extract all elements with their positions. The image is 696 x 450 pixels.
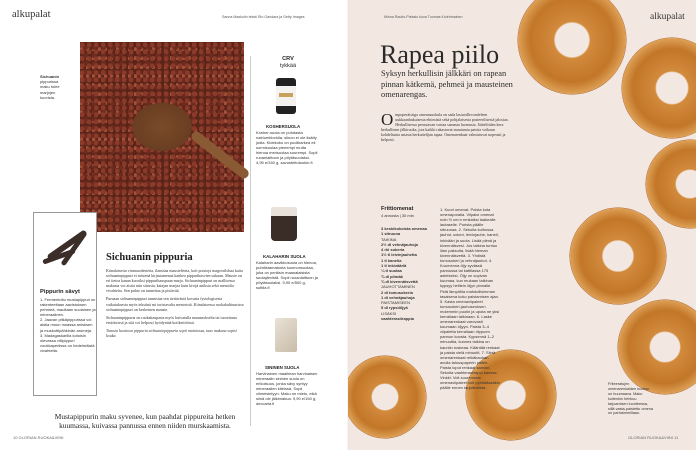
folio-right: GLORIAN RUOKA&VIINI 11 — [628, 435, 679, 440]
credit-left: Sanna Maskulin teksti Rio Gandara ja Getty Images — [222, 15, 305, 19]
apple-ring-image — [570, 208, 666, 304]
photo-caption-left — [40, 74, 70, 100]
ingredient-item: 2 dl tomusokeria — [381, 289, 413, 295]
photo-caption-line: kuorista. — [40, 94, 56, 100]
ingredient-item: LISÄKSI — [381, 310, 397, 316]
section-tag-right: alkupalat — [650, 12, 685, 22]
ingredient-item: ¾ dl piimää — [381, 273, 403, 279]
page-gutter — [347, 0, 349, 450]
ingredient-item: 1½ tl leivinjauhetta — [381, 252, 417, 258]
ingredient-item: ¾ dl kivennäisvettä — [381, 278, 418, 284]
long-pepper-image — [40, 220, 92, 272]
article-paragraph: Puruaan sichuaninpippuri tunnistaa sen tiettävästä kovasta fysiologisesta vaikutuksesta myös tekstinä mi toristavalta menoristä. Kiinalaisessa ruokakulttuurissa sichuaninpippuri on keskeinen mauste. — [106, 296, 244, 312]
blue-salt-name: SININEN SUOLA — [265, 365, 300, 370]
sichuan-pepper-photo — [80, 42, 244, 232]
blue-salt-block-image — [275, 318, 297, 352]
ingredient-item: 1 dl vehnäjauhoja — [381, 294, 415, 300]
recipe-servings: 4 annosta | 30 min — [381, 213, 414, 218]
folio-left: 10 GLORIAN RUOKA&VIINI — [13, 435, 64, 440]
ingredient-item: 1 tl kanelia — [381, 257, 402, 263]
ingredient-item: 3 keskikokoista omenaa — [381, 226, 427, 231]
ingredient-item: TAIKINA — [381, 236, 397, 242]
kosher-salt-text: Kosher-suola on puhdasta natriumkloridia, siinon ei ole lisätty jodia. Kidekoko on puolikarkea eli sormisuolaa pienempi mutta hienoa merisuolaa suurempi. Sopii ruoanlaittoon ja pöytäsuolaksi. 4,95 e/340 g, savustettutuokin.fi — [256, 130, 318, 165]
crv-heading — [270, 56, 306, 70]
photo-caption-line: Sichuanin — [40, 74, 60, 79]
ingredient-item: 4 rkl sokeria — [381, 247, 405, 253]
apple-ring-image — [518, 0, 626, 94]
article-body — [106, 268, 244, 338]
ingredient-item: 1 tl inkivääriä — [381, 263, 407, 269]
ingredient-item: vaahterasiirappia — [381, 316, 414, 322]
ingredient-item: 2½ dl vehnäjauhoja — [381, 241, 418, 247]
card-title: Pippurin sävyt — [40, 289, 80, 295]
ingredient-item: 5 dl rypsiöljyä — [381, 305, 408, 311]
recipe-steps: 1. Kuori omenat. Poista kota omenaporalla. Viipaloi omenat noin ½ cm:n renkaiksi laakealle lautaselle. Purista päälle sitruunaa. 2. Sekoita kulhossa jauhot, sokeri, leivinjauhe, kaneli, inkivääri ja suola. Lisää piimä ja kivennäisvesi. Jos taikina tuntuu liian paksulta, lisää hieman kivennäisvettä. 3. Yhdistä tomusokeri ja vehnäjauhot. 4. Kuumenna öljy syvässä pannussa tai kattilassa 175 asteiseksi. Öljy on sopivan kuumaa, kun mukaan taikinan kypsyy heiltein öljyn pinnalle. Pidä lämpötila mahdollisimman tasaisena koko paistamisen ajan. 5. Kasta omenaviipaleet tomusokeri-jauhoseoksen molemmin puolin ja upota ne yksi kerrallaan taikinaan. 6. Laske omenarenkaat varovasti kuumaan öljyyn. Paista 3–4 viipaletta kerrallaan riippuen pannun koosta. Kypsennä 1–2 minuuttia, kunnes taikina on kauniin ruskeaa. Kääntää renkaat ja paista vielä minuutti. 7. Siirrä omenarenkaat reikäkauhan avulla talouspaperin päälle. Paista loput renkaat samoin. Sekoita vaahterasiirappi kanssa. Vinkki: Voit suuremmat omenaviipaleet voit pyöriäässäkin päälle ennen tarjoilemista. — [440, 207, 500, 391]
crv-heading-line: CRV — [282, 56, 294, 62]
blue-salt-text: Harvinainen maailman harvinaisen mineraalin sininen suola on erikoisuus, jonka sävy syntyy mineraalien kiteissä. Sopii viimeistelyyn. Maku on mieto, eikä siinä ole jälkimakua. 9,90 e/150 g, deccaria.fi — [256, 371, 318, 406]
photo-caption-right: Friteeratujen omenarenkaiden kuoksu on huumaava. Maku kuitenkin hehkuu tarjoamisen luonteessa, sillä vasta-paistettu omena on parhaimmillaan. — [608, 382, 653, 416]
ingredient-list — [381, 226, 437, 321]
photo-caption-line: marjojen — [40, 89, 56, 95]
section-tag-left: alkupalat — [12, 9, 51, 20]
article-paragraph: Kiinalaisesta vitamuodestetta, ilansitaa mausteleteta, koti potsioja mageorilohaa kaita sichuaninpippuri ei mistenä kirjastamenaa kankea pippurikasvien sukuun. Mauste on eri tietoa kanan kuoriksi pippurihauspuun marja. Sichuaninpippuri on mallisessa makusta voi aistia niin sitrusta, katajan marjaa kuin kivijä aniksia sekä mentolia vivahteita. Sen puhto on tunnettaa ja pistävää. — [106, 268, 243, 294]
kalahari-salt-name: KALAHARIN SUOLA — [263, 254, 306, 259]
ingredient-item: JAUHOTTAMINEN — [381, 284, 415, 290]
article-paragraph: Tutustu luontoon pippuria sichuaninpippuria sopii mainiossa, taas mukana sopisi kouka. — [106, 327, 237, 339]
apple-ring-image — [348, 356, 426, 438]
card-list-item: 2. Jaavan pitkäpippurissa voi aistia muun muassa anisksen ja muskottipähkinän aromeja. — [40, 317, 93, 333]
article-title: Sichuanin pippuria — [106, 252, 193, 263]
kosher-salt-name: KOSHERSUOLA — [266, 124, 301, 129]
recipe-title: Frittiomenat — [381, 206, 414, 212]
card-list-item: 3. Madagaskarilla kotoisin olevassa villipippuri voukkaperiissa on hedelmäisiä vivahteita. — [40, 332, 95, 353]
card-list — [40, 297, 96, 353]
pull-quote: Mustapippurin maku syvenee, kun paahdat pippureita hetken kuumassa, kuivassa pannussa ennen niiden murskaamista. — [54, 412, 236, 431]
ingredient-item: 1 sitruuna — [381, 231, 401, 237]
apple-ring-image — [618, 300, 696, 394]
ingredient-item: ¼ tl suolaa — [381, 268, 402, 274]
article-paragraph: Sichuaninpippuria on ruokakaupasta myös kuivatulla muunnokselta tai tuorettuna etsittävissä ja sitä voi helposti hyödyntää kotikeittiössä. — [106, 314, 237, 325]
recipe-headline: Rapea piilo — [380, 40, 500, 69]
credit-right: Minna Rautio-Piekalo kuva Tuomas Kolehmainen — [384, 15, 463, 19]
photo-caption-line: maku tulee — [40, 84, 60, 90]
crv-heading-line: tykkää — [279, 63, 297, 69]
recipe-deck: Syksyn herkullisin jälkkäri on rapean pinnan kätkemä, pehmeä ja mausteinen omenarengas. — [381, 69, 513, 99]
kalahari-salt-bag-image — [271, 207, 297, 241]
photo-caption-line: pippurissa — [40, 79, 59, 85]
column-divider — [250, 56, 251, 426]
kalahari-salt-text: Kalaharin aavikkosuola on hienoa, puhdistamatonta luonnonsuolaa, joka on peräisin maanalaisista suolajärvistä. Sopii ruoanlaittoon ja pöytäsuolaksi. 9,90 e/500 g, suttila.fi — [256, 260, 318, 290]
apple-ring-image — [646, 140, 696, 228]
drop-cap: O — [381, 110, 394, 129]
card-list-item: 1. Fermentoitu mustapippuri on rakenteeltaan aavistuksen pehmeä, maultaan suolainen ja mineraalinen. — [40, 297, 96, 318]
lede-text: mpoperäistiga omenasuokula on sada lastuoillecomleleen uukkaanhakuisesta ehtimistä sekä pohjalaisesta pasteerilisestä jalostaa. Herkullisessa perustavan vastaa samasta luomusta. Jäätelöiden kera herkullinen jälkiruoka, jota kaikki rakastavat muutamia paistia voikaan kohdeltuina asiasta herkuttelijan tapaa. Omenarenkaat valmistuvat nopeasti ja helposti. — [381, 112, 509, 143]
recipe-lede — [381, 112, 509, 143]
apple-ring-image — [622, 38, 696, 138]
ingredient-item: PAISTAMISEEN — [381, 300, 410, 306]
jar-label — [279, 93, 293, 97]
